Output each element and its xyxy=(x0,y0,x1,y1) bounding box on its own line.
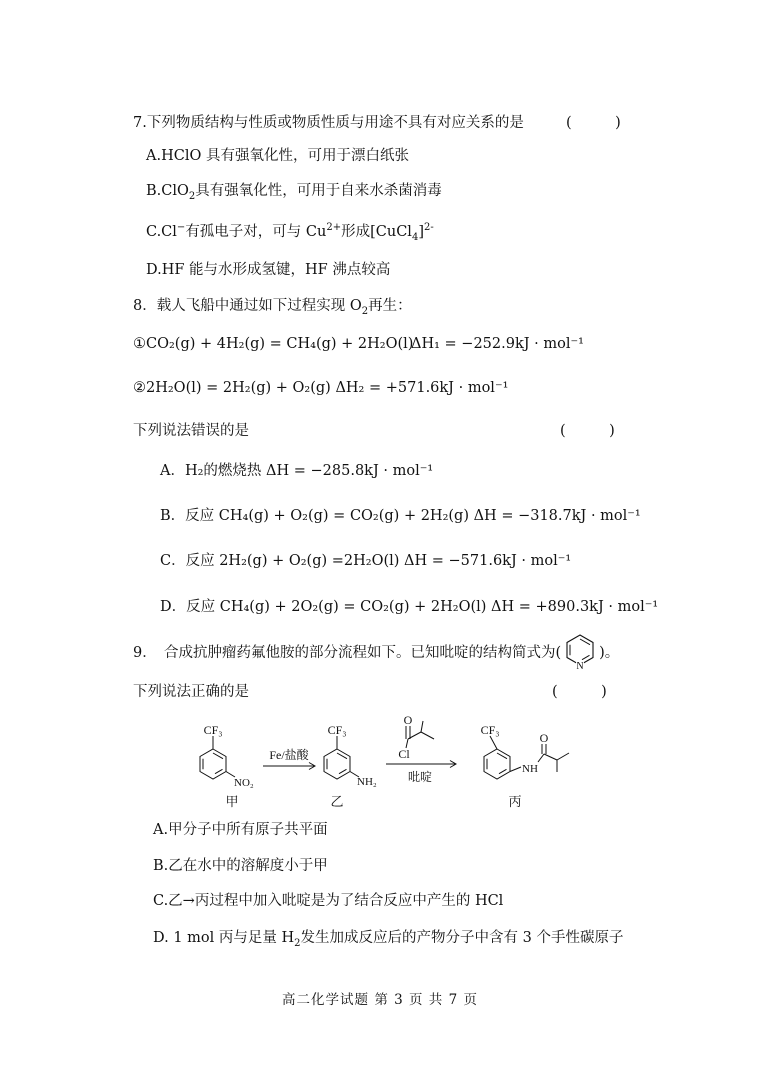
q7-option-d: D.HF 能与水形成氢键，HF 沸点较高 xyxy=(146,262,391,278)
q8-equation-1: ①CO₂(g) + 4H₂(g) = CH₄(g) + 2H₂O(l) xyxy=(133,336,414,352)
q8-option-c: C．反应 2H₂(g) + O₂(g) =2H₂O(l) ΔH = −571.6kJ · mol⁻¹ xyxy=(160,553,572,569)
q9-option-b: B.乙在水中的溶解度小于甲 xyxy=(153,858,328,874)
q9-stem: 9． 合成抗肿瘤药氟他胺的部分流程如下。已知吡啶的结构简式为( N )。 xyxy=(133,643,619,663)
q9-option-a: A.甲分子中所有原子共平面 xyxy=(153,822,328,838)
bing-cf3-label: CF₃ xyxy=(480,723,500,737)
reagent-cl-label: Cl xyxy=(398,747,410,761)
bing-o-label: O xyxy=(539,731,549,745)
q7-option-a: A.HClO 具有强氧化性，可用于漂白纸张 xyxy=(146,148,409,164)
reagent-pyridine: 吡啶 xyxy=(407,770,433,784)
q8-answer-paren: ( ) xyxy=(560,423,615,439)
q8-equation-1-enthalpy: ΔH₁ = −252.9kJ · mol⁻¹ xyxy=(411,336,584,352)
q7-answer-paren: ( ) xyxy=(566,115,621,131)
q8-option-a: A．H₂的燃烧热 ΔH = −285.8kJ · mol⁻¹ xyxy=(160,463,434,479)
q8-option-d: D．反应 CH₄(g) + 2O₂(g) = CO₂(g) + 2H₂O(l) ΔH = +890.3kJ · mol⁻¹ xyxy=(160,599,659,615)
label-bing: 丙 xyxy=(508,794,522,809)
pyridine-n-label: N xyxy=(576,661,584,670)
q9-answer-paren: ( ) xyxy=(552,684,607,700)
reagent-o-label: O xyxy=(403,714,413,727)
yi-cf3-label: CF₃ xyxy=(327,723,347,737)
reagent-fe-hcl: Fe/盐酸 xyxy=(269,748,309,762)
q8-equation-2: ②2H₂O(l) = 2H₂(g) + O₂(g) ΔH₂ = +571.6kJ · mol⁻¹ xyxy=(133,380,509,396)
page-footer: 高二化学试题 第 3 页 共 7 页 xyxy=(282,992,478,1008)
q9-ask: 下列说法正确的是 xyxy=(133,684,249,700)
bing-nh-label: NH xyxy=(522,763,538,775)
q8-stem: 8．载人飞船中通过如下过程实现 $O_2$再生： xyxy=(133,298,412,317)
jia-cf3-label: CF₃ xyxy=(203,723,223,737)
yi-nh2-label: NH₂ xyxy=(357,776,377,788)
q9-option-c: C.乙→丙过程中加入吡啶是为了结合反应中产生的 HCl xyxy=(153,893,504,909)
pyridine-structure xyxy=(561,632,599,670)
q9-option-d: D. 1 mol 丙与足量 $H_2$发生加成反应后的产物分子中含有 3 个手性碳原子 xyxy=(153,930,624,949)
q7-option-b: B.ClO$_2$具有强氧化性，可用于自来水杀菌消毒 xyxy=(146,183,442,202)
q7-option-c: C.Cl−有孤电子对，可与 $Cu^{2+}$形成[CuCl$_4$]$^{2-}$ xyxy=(146,222,434,243)
jia-no2-label: NO₂ xyxy=(234,777,254,789)
q7-stem: 7.下列物质结构与性质或物质性质与用途不具有对应关系的是 xyxy=(133,115,524,131)
label-yi: 乙 xyxy=(330,794,344,809)
q8-option-b: B．反应 CH₄(g) + O₂(g) = CO₂(g) + 2H₂(g) ΔH = −318.7kJ · mol⁻¹ xyxy=(160,508,641,524)
label-jia: 甲 xyxy=(225,794,239,809)
reaction-scheme xyxy=(170,714,610,814)
q8-ask: 下列说法错误的是 xyxy=(133,423,249,439)
